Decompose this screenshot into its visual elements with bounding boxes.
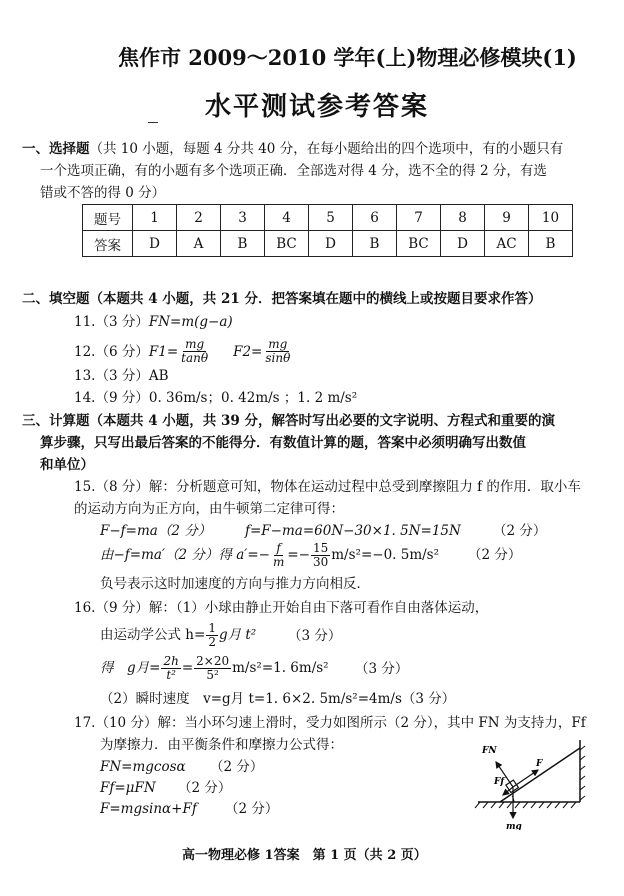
q15-eq3-score: （2 分） — [468, 547, 522, 563]
table-cell-answer: D — [441, 231, 485, 257]
label-f: F — [536, 759, 543, 769]
q15-eq3-frac1-numerator: f — [276, 540, 281, 555]
section2-desc: （本题共 4 小题，共 21 分．把答案填在题中的横线上或按题目要求作答） — [89, 291, 542, 307]
table-cell-number: 10 — [529, 205, 573, 231]
table-cell-number: 8 — [441, 205, 485, 231]
q15-eq3-fraction2 — [311, 542, 330, 569]
table-cell-number: 3 — [221, 205, 265, 231]
table-cell-label: 题号 — [83, 205, 133, 231]
page-footer: 高一物理必修 1答案 第 1 页（共 2 页） — [182, 848, 427, 863]
q15-line1: 15.（8 分）解：分析题意可知，物体在运动过程中总受到摩擦阻力 f 的作用．取小车 — [74, 479, 581, 495]
q12-f2: F2= — [233, 343, 263, 360]
table-cell-number: 5 — [309, 205, 353, 231]
q11-label: 11.（3 分） — [74, 314, 149, 330]
q11 — [74, 313, 233, 331]
q17-eq3: F=mgsinα+Ff — [100, 801, 197, 817]
incline-rod — [500, 748, 580, 802]
q12-f1-fraction — [179, 338, 210, 365]
table-cell-number: 1 — [133, 205, 177, 231]
q16-eq1-fraction — [206, 622, 218, 649]
q16-eq1-suffix: g月 t² — [218, 627, 257, 643]
section3-desc-line2: 算步骤，只写出最后答案的不能得分．有数值计算的题，答案中必须明确写出数值 — [40, 435, 526, 451]
section1-line1 — [22, 140, 563, 158]
table-cell-number: 2 — [177, 205, 221, 231]
q15-line2: 的运动方向为正方向，由牛顿第二定律可得： — [74, 501, 344, 517]
q15-note: 负号表示这时加速度的方向与推力方向相反． — [100, 576, 370, 592]
table-cell-answer: D — [309, 231, 353, 257]
q16-eq2-frac2-numerator: 2×20 — [196, 653, 230, 668]
q15-eq3-prefix: 由−f=ma′（2 分）得 a′=− — [100, 547, 270, 563]
document-subtitle: 水平测试参考答案 — [205, 92, 430, 122]
q16-eq2 — [100, 653, 329, 683]
q17-eq1: FN=mgcosα — [100, 759, 186, 775]
q11-answer: FN=m(g−a) — [148, 314, 233, 330]
q14-answer: 0. 36m/s；0. 42m/s ；1. 2 m/s² — [148, 390, 358, 406]
q12-f1-numerator: mg — [185, 337, 205, 351]
section3-heading: 三、计算题 — [22, 413, 90, 429]
table-cell-answer: B — [221, 231, 265, 257]
q17-eq2-score: （2 分） — [178, 780, 232, 796]
q12-f2-fraction — [263, 338, 292, 365]
q15-eq1: F−f=ma（2 分） — [100, 523, 212, 539]
table-cell-answer: D — [133, 231, 177, 257]
table-cell-number: 4 — [265, 205, 309, 231]
label-mg: mg — [506, 822, 522, 830]
q12 — [74, 338, 293, 365]
q16-eq1-prefix: 由运动学公式 h= — [100, 627, 206, 643]
label-ff: Ff — [494, 777, 505, 787]
table-cell-answer: B — [353, 231, 397, 257]
section1-desc-line3: 错或不答的得 0 分） — [40, 185, 166, 201]
section2-header — [22, 290, 541, 308]
q13 — [74, 367, 169, 385]
table-cell-label: 答案 — [83, 231, 133, 257]
section1-desc-line1: （共 10 小题，每题 4 分共 40 分，在每小题给出的四个选项中，有的小题只有 — [89, 141, 564, 157]
table-cell-number: 9 — [485, 205, 529, 231]
q15-eq3-frac2-denominator: 30 — [312, 554, 329, 569]
section3-desc-line1: （本题共 4 小题，共 39 分，解答时写出必要的文字说明、方程式和重要的演 — [89, 413, 555, 429]
q16-eq2-frac1-numerator: 2h — [163, 653, 179, 668]
q16-eq2-frac2-denominator: 5² — [206, 667, 219, 682]
q17-force-diagram — [470, 738, 590, 830]
label-fn: FN — [482, 746, 497, 756]
table-cell-answer: A — [177, 231, 221, 257]
q16-eq2-fraction1 — [161, 655, 180, 682]
q12-f1: F1= — [148, 343, 179, 360]
q16-eq2-mid: = — [181, 660, 194, 676]
section3-desc-line3: 和单位） — [40, 457, 94, 473]
q15-eq3-fraction1 — [271, 542, 286, 569]
q15-eq3-mid: =− — [287, 547, 310, 563]
q15-eq3-suffix: m/s²=−0. 5m/s² — [331, 547, 440, 563]
q13-answer: AB — [148, 368, 169, 384]
table-cell-number: 6 — [353, 205, 397, 231]
q16-eq2-fraction2 — [194, 655, 231, 682]
table-cell-answer: B — [529, 231, 573, 257]
q14 — [74, 389, 357, 407]
q12-f2-numerator: mg — [268, 337, 288, 351]
q17-line1: 17.（10 分）解：当小环匀速上滑时，受力如图所示（2 分），其中 FN 为支持力，Ff — [74, 715, 586, 731]
table-cell-answer: BC — [265, 231, 309, 257]
section3-line1 — [22, 412, 555, 430]
q17-line2: 为摩擦力．由平衡条件和摩擦力公式得： — [100, 737, 343, 753]
table-row-numbers — [83, 205, 573, 231]
q15-eq3-frac1-denominator: m — [272, 554, 285, 569]
q16-eq1-frac-numerator: 1 — [208, 620, 216, 635]
q12-f2-denominator: sinθ — [265, 351, 291, 365]
q16-eq1 — [100, 620, 256, 650]
section2-heading: 二、填空题 — [22, 291, 90, 307]
q13-label: 13.（3 分） — [74, 368, 149, 384]
q16-eq2-prefix: 得 g月= — [100, 660, 161, 676]
q12-label: 12.（6 分） — [74, 343, 149, 360]
table-row-answers — [83, 231, 573, 257]
table-cell-answer: AC — [485, 231, 529, 257]
q16-line1: 16.（9 分）解：（1）小球由静止开始自由下落可看作自由落体运动， — [74, 600, 489, 616]
q12-f1-denominator: tanθ — [181, 351, 209, 365]
q17-eq2: Ff=μFN — [100, 780, 156, 796]
answer-table — [82, 204, 573, 257]
q17-eq3-score: （2 分） — [225, 801, 279, 817]
section1-desc-line2: 一个选项正确，有的小题有多个选项正确．全部选对得 4 分，选不全的得 2 分，有选 — [40, 163, 547, 179]
q16-eq3: （2）瞬时速度 v=g月 t=1. 6×2. 5m/s²=4m/s（3 分） — [100, 691, 456, 707]
q16-eq2-frac1-denominator: t² — [166, 667, 176, 682]
q16-eq2-score: （3 分） — [355, 661, 409, 677]
q17-eq1-score: （2 分） — [210, 759, 264, 775]
q15-eq3-frac2-numerator: 15 — [312, 540, 329, 555]
q16-eq1-frac-denominator: 2 — [208, 634, 216, 649]
q16-eq2-suffix: m/s²=1. 6m/s² — [232, 660, 329, 676]
q16-eq1-score: （3 分） — [288, 628, 342, 644]
q14-label: 14.（9 分） — [74, 390, 149, 406]
q15-eq3 — [100, 540, 439, 570]
table-cell-answer: BC — [397, 231, 441, 257]
q15-eq2: f=F−ma=60N−30×1. 5N=15N — [245, 523, 461, 539]
document-title: 焦作市 2009～2010 学年(上)物理必修模块(1) — [118, 45, 577, 70]
stray-mark — [148, 122, 158, 123]
q15-eq2-score: （2 分） — [493, 523, 547, 539]
section1-heading: 一、选择题 — [22, 141, 90, 157]
table-cell-number: 7 — [397, 205, 441, 231]
